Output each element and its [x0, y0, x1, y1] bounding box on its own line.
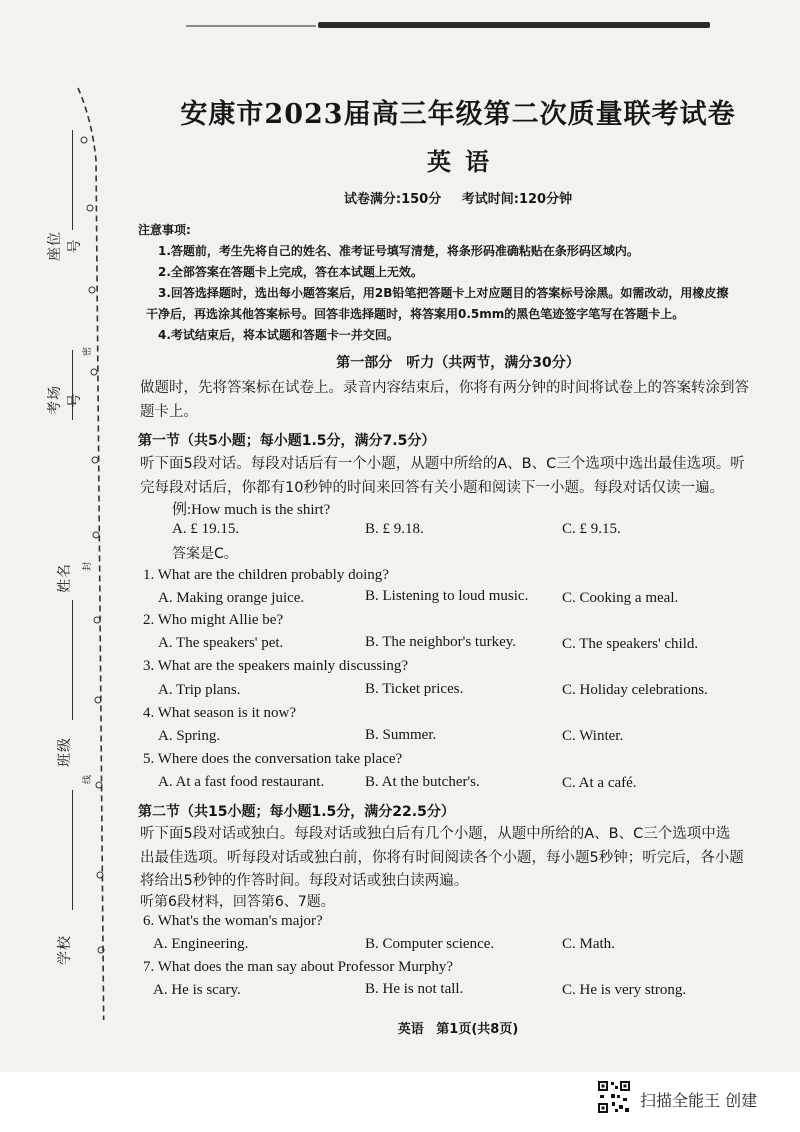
notes-block [138, 220, 766, 346]
question-6: 6. What's the woman's major? [143, 913, 323, 929]
scanner-credit: 扫描全能王 创建 [640, 1091, 758, 1110]
binding-rule [72, 600, 73, 720]
q4-option-a: A. Spring. [158, 728, 221, 744]
q2-option-b: B. The neighbor's turkey. [365, 634, 517, 650]
binding-rule [72, 790, 73, 910]
notes-heading: 注意事项: [138, 223, 191, 237]
note-item: 4.考试结束后，将本试题和答题卡一并交回。 [158, 328, 399, 342]
seal-mark-feng: 封 [83, 561, 94, 572]
scan-edge-line [186, 25, 316, 27]
binding-rule [72, 130, 73, 230]
scan-edge-bar [318, 22, 710, 28]
exam-meta [138, 188, 778, 207]
footer-subject: 英语 [397, 1022, 424, 1037]
question-4: 4. What season is it now? [143, 705, 297, 721]
question-2: 2. Who might Allie be? [143, 612, 284, 628]
example-option-a: A. £ 19.15. [172, 521, 240, 537]
seat-number-label: 座位号 [47, 231, 83, 261]
q5-option-b: B. At the butcher's. [365, 774, 480, 790]
q7-option-a: A. He is scary. [153, 982, 241, 998]
seal-mark-xian: 线 [83, 774, 94, 785]
part1-heading: 第一部分 听力（共两节，满分30分） [336, 355, 580, 371]
q2-option-a: A. The speakers' pet. [158, 635, 284, 651]
example-question: 例:How much is the shirt? [172, 502, 331, 518]
note-item: 3.回答选择题时，选出每小题答案后，用2B铅笔把答题卡上对应题目的答案标号涂黑。如需改动，用橡皮擦 [158, 286, 729, 300]
school-label: 学校 [57, 935, 73, 965]
question-1: 1. What are the children probably doing? [143, 567, 389, 583]
q6-option-c: C. Math. [562, 936, 615, 952]
q6-option-b: B. Computer science. [365, 936, 495, 952]
q5-option-c: C. At a café. [562, 775, 637, 791]
exam-time: 考试时间:120分钟 [461, 192, 573, 207]
q1-option-c: C. Cooking a meal. [562, 590, 679, 606]
q3-option-b: B. Ticket prices. [365, 681, 464, 697]
question-7: 7. What does the man say about Professor Murphy? [143, 959, 454, 975]
class-label: 班级 [57, 737, 73, 767]
binding-curve [0, 60, 125, 1020]
part1-intro-line1: 做题时，先将答案标在试卷上。录音内容结束后，你将有两分钟的时间将试卷上的答案转涂到答 [140, 380, 749, 396]
q4-option-c: C. Winter. [562, 728, 624, 744]
name-label: 姓名 [57, 563, 73, 593]
exam-room-label: 考场号 [47, 385, 83, 415]
q7-option-b: B. He is not tall. [365, 981, 464, 997]
section2-heading: 第二节（共15小题；每小题1.5分，满分22.5分） [138, 804, 455, 820]
binding-strip [0, 60, 125, 1020]
note-item-continued: 干净后，再选涂其他答案标号。回答非选择题时，将答案用0.5mm的黑色笔迹签字笔写在答题卡上。 [146, 307, 685, 321]
page-footer [138, 1018, 778, 1037]
material-instruction: 听第6段材料，回答第6、7题。 [140, 894, 335, 910]
example-answer: 答案是C。 [172, 546, 238, 562]
section1-heading: 第一节（共5小题；每小题1.5分，满分7.5分） [138, 433, 436, 449]
q2-option-c: C. The speakers' child. [562, 636, 699, 652]
example-option-c: C. £ 9.15. [562, 521, 621, 537]
q5-option-a: A. At a fast food restaurant. [158, 774, 325, 790]
note-item: 1.答题前，考生先将自己的姓名、准考证号填写清楚，将条形码准确粘贴在条形码区域内。 [158, 244, 639, 258]
question-5: 5. Where does the conversation take place? [143, 751, 403, 767]
seal-mark-mi: 密 [83, 346, 94, 357]
qr-code-icon [597, 1080, 631, 1114]
subject-title: 英语 [427, 147, 503, 176]
part1-intro-line2: 题卡上。 [140, 404, 198, 420]
example-option-b: B. £ 9.18. [365, 521, 424, 537]
q3-option-a: A. Trip plans. [158, 682, 241, 698]
exam-title: 安康市2023届高三年级第二次质量联考试卷 [180, 99, 736, 130]
q3-option-c: C. Holiday celebrations. [562, 682, 708, 698]
section1-desc-line2: 完每段对话后，你都有10秒钟的时间来回答有关小题和阅读下一小题。每段对话仅读一遍。 [140, 480, 724, 496]
section1-desc-line1: 听下面5段对话。每段对话后有一个小题，从题中所给的A、B、C三个选项中选出最佳选项。听 [140, 456, 745, 472]
question-3: 3. What are the speakers mainly discussing? [143, 658, 409, 674]
section2-desc-line2: 出最佳选项。听每段对话或独白前，你将有时间阅读各个小题，每小题5秒钟；听完后，各小题 [140, 850, 744, 866]
q1-option-b: B. Listening to loud music. [365, 588, 529, 604]
note-item: 2.全部答案在答题卡上完成，答在本试题上无效。 [158, 265, 423, 279]
q1-option-a: A. Making orange juice. [158, 590, 305, 606]
q7-option-c: C. He is very strong. [562, 982, 687, 998]
q4-option-b: B. Summer. [365, 727, 437, 743]
q6-option-a: A. Engineering. [153, 936, 249, 952]
footer-page-number: 第1页(共8页) [436, 1022, 519, 1037]
section2-desc-line1: 听下面5段对话或独白。每段对话或独白后有几个小题，从题中所给的A、B、C三个选项中选 [140, 826, 731, 842]
section2-desc-line3: 将给出5秒钟的作答时间。每段对话或独白读两遍。 [140, 873, 469, 889]
full-score: 试卷满分:150分 [343, 192, 442, 207]
